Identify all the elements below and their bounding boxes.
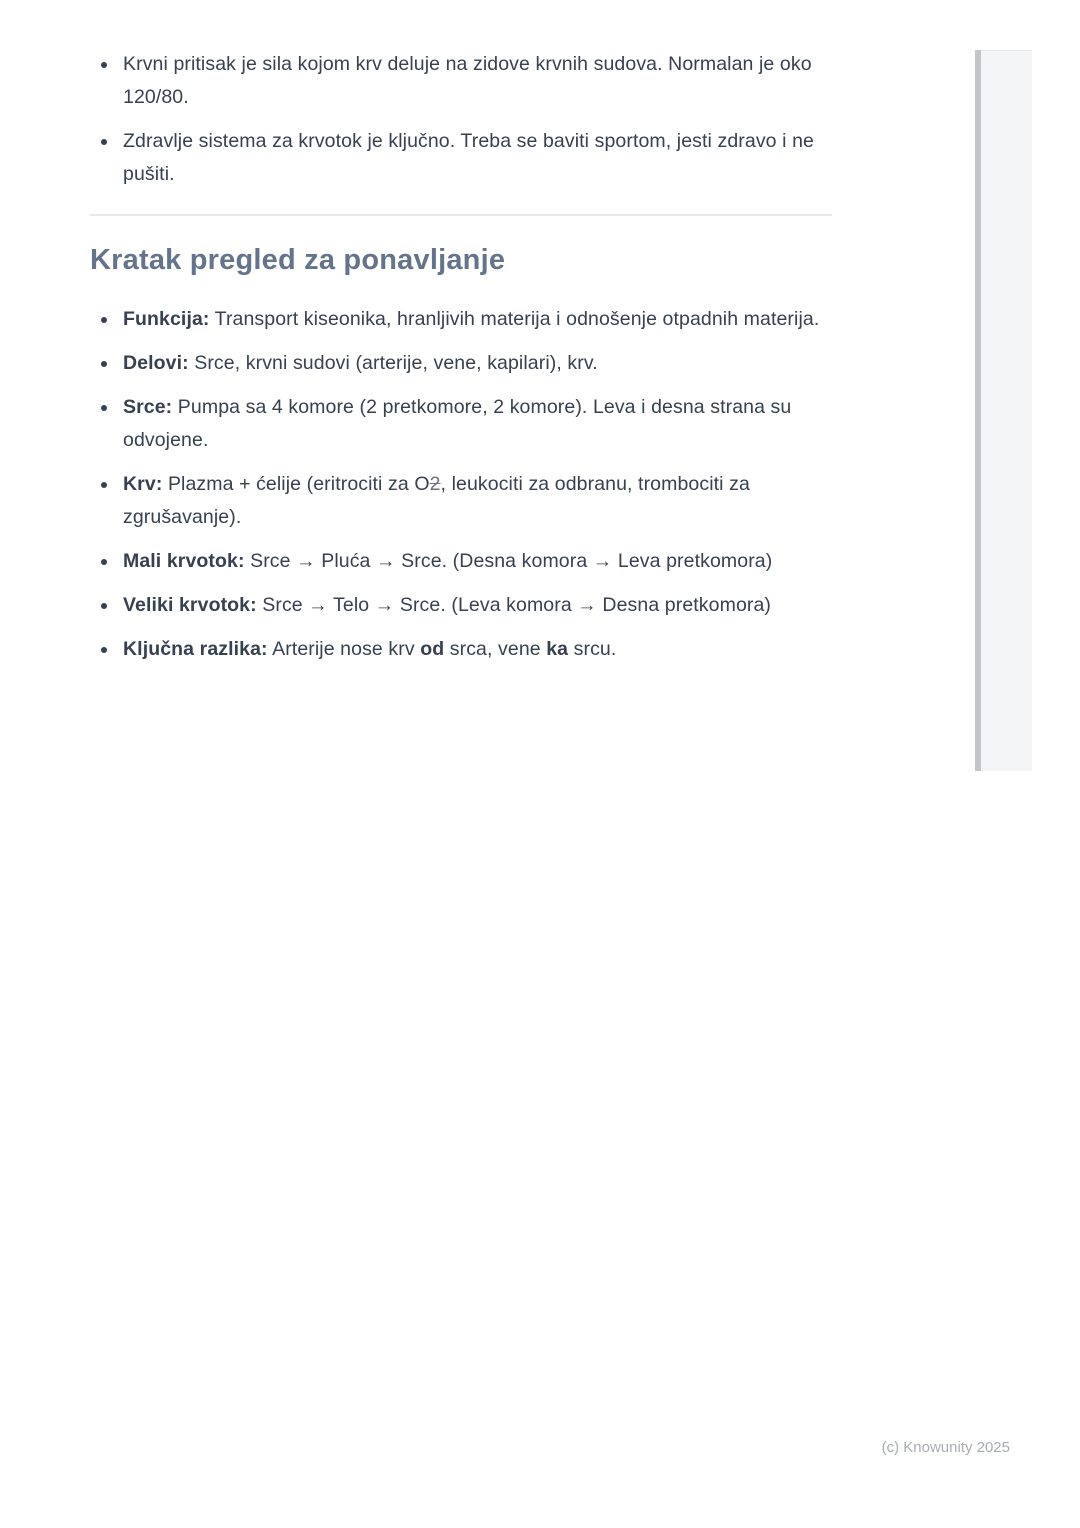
bold-text: Veliki krvotok: <box>123 594 257 616</box>
list-item <box>90 468 832 534</box>
text-segment: Srce → Telo → Srce. (Leva komora → Desna pretkomora) <box>256 594 772 616</box>
text-segment: Transport kiseonika, hranljivih materija i odnošenje otpadnih materija. <box>209 308 820 330</box>
text-segment: srcu. <box>568 638 617 660</box>
list-item <box>90 589 832 622</box>
text-segment: Arterije nose krv <box>267 638 421 660</box>
text-segment: Plazma + ćelije (eritrociti za O <box>162 473 430 495</box>
intro-bullet-list <box>90 48 832 191</box>
text-segment: Zdravlje sistema za krvotok je ključno. Treba se baviti sportom, jesti zdravo i ne pušiti. <box>123 130 814 185</box>
text-segment: Pumpa sa 4 komore (2 pretkomore, 2 komore). Leva i desna strana su odvojene. <box>123 396 792 451</box>
list-item <box>90 303 832 336</box>
next-page-surface <box>981 50 1032 771</box>
list-item <box>90 347 832 380</box>
list-item <box>90 125 832 191</box>
text-segment: Srce, krvni sudovi (arterije, vene, kapilari), krv. <box>188 352 598 374</box>
list-item <box>90 545 832 578</box>
text-segment: , leukociti za odbranu, trombociti za zgrušavanje). <box>123 473 750 528</box>
bold-text: ka <box>546 638 569 660</box>
bold-text: Mali krvotok: <box>123 550 245 572</box>
list-item <box>90 391 832 457</box>
strikethrough-text: 2 <box>429 473 441 495</box>
list-item <box>90 48 832 114</box>
next-page-edge <box>975 50 1032 771</box>
text-segment: Krvni pritisak je sila kojom krv deluje na zidove krvnih sudova. Normalan je oko 120/80. <box>123 53 812 108</box>
bold-text: Krv: <box>123 473 163 495</box>
list-item <box>90 633 832 666</box>
bold-text: Srce: <box>123 396 173 418</box>
bold-text: Delovi: <box>123 352 189 374</box>
bold-text: od <box>420 638 445 660</box>
bold-text: Ključna razlika: <box>123 638 268 660</box>
copyright-text: (c) Knowunity 2025 <box>881 1439 1010 1456</box>
bold-text: Funkcija: <box>123 308 210 330</box>
section-divider <box>90 214 832 216</box>
text-segment: srca, vene <box>444 638 547 660</box>
summary-bullet-list <box>90 303 832 666</box>
section-heading: Kratak pregled za ponavljanje <box>90 244 506 276</box>
text-segment: Srce → Pluća → Srce. (Desna komora → Leva pretkomora) <box>244 550 773 572</box>
note-content <box>90 0 832 677</box>
